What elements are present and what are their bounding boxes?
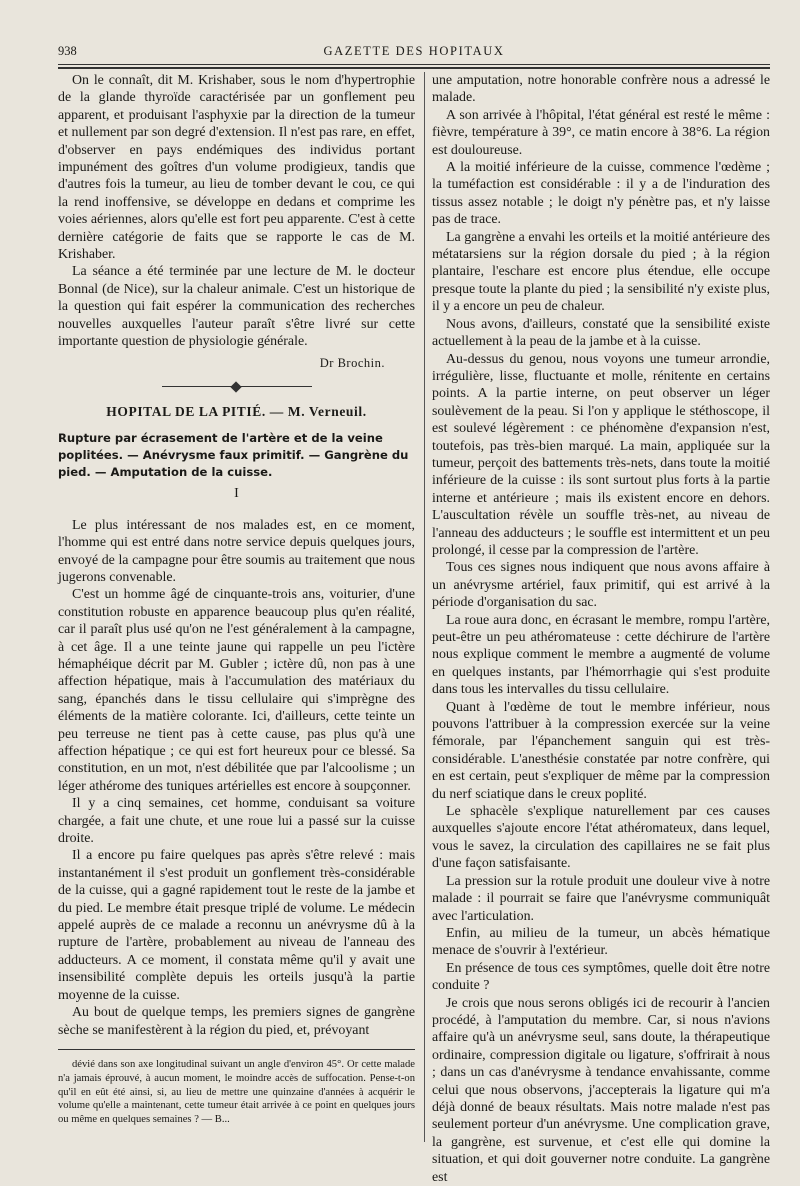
right-column <box>432 72 770 1186</box>
paragraph: Il a encore pu faire quelques pas après s'être relevé : mais instantanément il s'est produit un gonflement très-considérable de la cuisse, qui a gagné rapidement tout le reste de la jambe et du pied. Le membre était presque triplé de volume. Le médecin appelé auprès de ce malade a reconnu un anévrysme dû à la rupture de l'artère, probablement au niveau de l'anneau des adducteurs. A ce moment, il constata même qu'il y avait une insensibilité complète depuis les orteils jusqu'à la partie moyenne de la cuisse. <box>58 848 415 1003</box>
header-rule-thick <box>58 67 770 69</box>
separator-ornament <box>230 381 241 392</box>
page-header <box>58 44 770 64</box>
paragraph: La gangrène a envahi les orteils et la moitié antérieure des métatarsiens sur la région dorsale du pied ; à la région plantaire, l'eschare est encore plus étendue, elle occupe presque toute la plante du pied ; la sensibilité n'y existe plus, il y a encore un peu de chaleur. <box>432 229 770 315</box>
paragraph: Enfin, au milieu de la tumeur, un abcès hématique menace de s'ouvrir à l'extérieur. <box>432 925 770 959</box>
part-numeral: I <box>234 486 239 502</box>
paragraph: Nous avons, d'ailleurs, constaté que la sensibilité existe actuellement à la peau de la jambe et à la cuisse. <box>432 316 770 350</box>
footnote-rule <box>58 1049 415 1050</box>
page-number: 938 <box>58 44 77 58</box>
paragraph: Il y a cinq semaines, cet homme, conduisant sa voiture chargée, a fait une chute, et une roue lui a passé sur la cuisse droite. <box>58 796 415 847</box>
paragraph: Au bout de quelque temps, les premiers signes de gangrène sèche se manifestèrent à la région du pied, et, prévoyant <box>58 1005 415 1038</box>
paragraph: Quant à l'œdème de tout le membre inférieur, nous pouvons l'attribuer à la compression exercée sur la veine fémorale, par l'épanchement sanguin qui est très-considérable. L'anesthésie constatée par notre confrère, qui en est certain, peut s'expliquer de même par la compression du nerf sciatique dans le creux poplité. <box>432 699 770 802</box>
paragraph: La roue aura donc, en écrasant le membre, rompu l'artère, peut-être un peu athéromateuse : cette déchirure de l'artère nous explique comment le membre a augmenté de volume en quelques instants, par l'hémorrhagie qui s'est produite dans tous les intervalles du tissu cellulaire. <box>432 612 770 698</box>
paragraph: Je crois que nous serons obligés ici de recourir à l'ancien procédé, à l'amputation du membre. Car, si nous n'avions affaire qu'à un anévrysme seul, sans doute, la thérapeutique ordinaire, compression digitale ou ligature, s'offrirait à nous ; dans un cas d'anévrysme à tendance envahissante, comme celui que nous observons, j'accepterais la ligature qui m'a déjà donné de beaux résultats. Mais notre malade n'est pas seulement porteur d'un anévrysme. Une complication grave, la gangrène, est survenue, et c'est elle qui domine la situation, et qui doit gouverner notre conduite. La gangrène est <box>432 995 770 1185</box>
paragraph: A la moitié inférieure de la cuisse, commence l'œdème ; la tuméfaction est considérable : il y a de l'induration des tissus assez notable ; le doigt n'y pénètre pas, et n'y laisse pas de trace. <box>432 160 770 228</box>
paragraph: La séance a été terminée par une lecture de M. le docteur Bonnal (de Nice), sur la chaleur animale. C'est un historique de la question qui fait espérer la communication des recherches nouvelles auxquelles l'auteur paraît s'être livré sur cette importante question de physiologie générale. <box>58 264 415 350</box>
author-signature: Dr Brochin. <box>319 355 385 370</box>
paragraph: En présence de tous ces symptômes, quelle doit être notre conduite ? <box>432 960 770 994</box>
section-heading: HOPITAL DE LA PITIÉ. — M. Verneuil. <box>106 403 367 419</box>
paragraph: Le plus intéressant de nos malades est, en ce moment, l'homme qui est entré dans notre service depuis quelques jours, envoyé de la campagne pour être soumis au traitement que nous jugerons convenable. <box>58 517 415 585</box>
header-rule <box>58 64 770 65</box>
column-divider <box>424 72 425 1142</box>
paragraph: une amputation, notre honorable confrère nous a adressé le malade. <box>432 73 770 106</box>
footnote: dévié dans son axe longitudinal suivant un angle d'environ 45°. Or cette malade n'a jamais éprouvé, à aucun moment, le moindre accès de suffocation. Pense-t-on qu'il en eût été ainsi, si, au lieu de mettre une quinzaine d'années à acquérir le volume qu'elle a maintenant, cette tumeur était arrivée à ce point en quelques jours ou même en quelques semaines ? — B... <box>58 1058 415 1126</box>
paragraph: Au-dessus du genou, nous voyons une tumeur arrondie, irrégulière, lisse, fluctuante et molle, rénitente en certains points. A la partie interne, on peut observer un léger soulèvement de la peau. Si l'on y applique le stéthoscope, il est soulevé légèrement : ce phénomène d'expansion n'est, toutefois, pas très-bien marqué. La main, appliquée sur la tumeur, perçoit des battements très-nets, dans toute la moitié inférieure de la cuisse : ils sont surtout plus forts à la partie interne et antérieure ; mais ils existent encore en dehors. L'auscultation révèle un souffle très-net, au niveau de l'anneau des adducteurs ; le souffle est intermittent et un peu prolongé, il cesse par la compression de l'artère. <box>432 351 770 558</box>
left-column <box>58 72 415 1127</box>
section-separator <box>162 386 312 387</box>
paragraph: C'est un homme âgé de cinquante-trois ans, voiturier, d'une constitution robuste en apparence beaucoup plus qu'en réalité, car il paraît plus usé qu'on ne l'est généralement à la campagne, à cet âge. Il a une teinte jaune qui rappelle un peu l'ictère hémaphéique décrit par M. Gubler ; ictère dû, non pas à une affection hépatique, mais à l'accumulation des matériaux du sang, épanchés dans le tissu cellulaire qui s'imprègne des éléments de la matière colorante. Ici, d'ailleurs, cette teinte un peu terreuse ne tient pas à cette cause, pas plus qu'à une affection hépatique ; ce qui est fort heureux pour ce blessé. Sa constitution, en un mot, n'est débilitée que par l'alcoolisme ; un léger athérome des tuniques artérielles est encore à soupçonner. <box>58 587 415 794</box>
paragraph: On le connaît, dit M. Krishaber, sous le nom d'hypertrophie de la glande thyroïde caractérisée par un gonflement peu apparent, et produisant l'asphyxie par la direction de la tumeur et nullement par son degré d'extension. Il n'est pas rare, en effet, d'observer en pays endémiques des individus portant impunément des goîtres d'un volume prodigieux, tandis que d'autres fois la tumeur, au lieu de tomber devant le cou, ce qui la rend inoffensive, se développe en dedans et comprime les voies aériennes, alors qu'elle est fort peu apparente. C'est à cette dernière catégorie de faits que se rapporte le cas de M. Krishaber. <box>58 73 415 263</box>
paragraph: La pression sur la rotule produit une douleur vive à notre malade : il pourrait se faire que l'anévrysme communiquât avec l'articulation. <box>432 873 770 924</box>
journal-title: GAZETTE DES HOPITAUX <box>323 44 505 58</box>
paragraph: A son arrivée à l'hôpital, l'état général est resté le même : fièvre, température à 39°, ce matin encore à 38°6. La région est douloureuse. <box>432 107 770 158</box>
paragraph: Le sphacèle s'explique naturellement par ces causes auxquelles s'ajoute encore l'état athéromateux, dans lequel, vous le savez, la circulation des capillaires ne se fait plus d'une façon satisfaisante. <box>432 804 770 872</box>
article-subtitle: Rupture par écrasement de l'artère et de la veine poplitées. — Anévrysme faux primitif. — Gangrène du pied. — Amputation de la cuisse. <box>58 431 409 480</box>
paragraph: Tous ces signes nous indiquent que nous avons affaire à un anévrysme artériel, faux primitif, qui est arrivé à la période d'organisation du sac. <box>432 560 770 611</box>
